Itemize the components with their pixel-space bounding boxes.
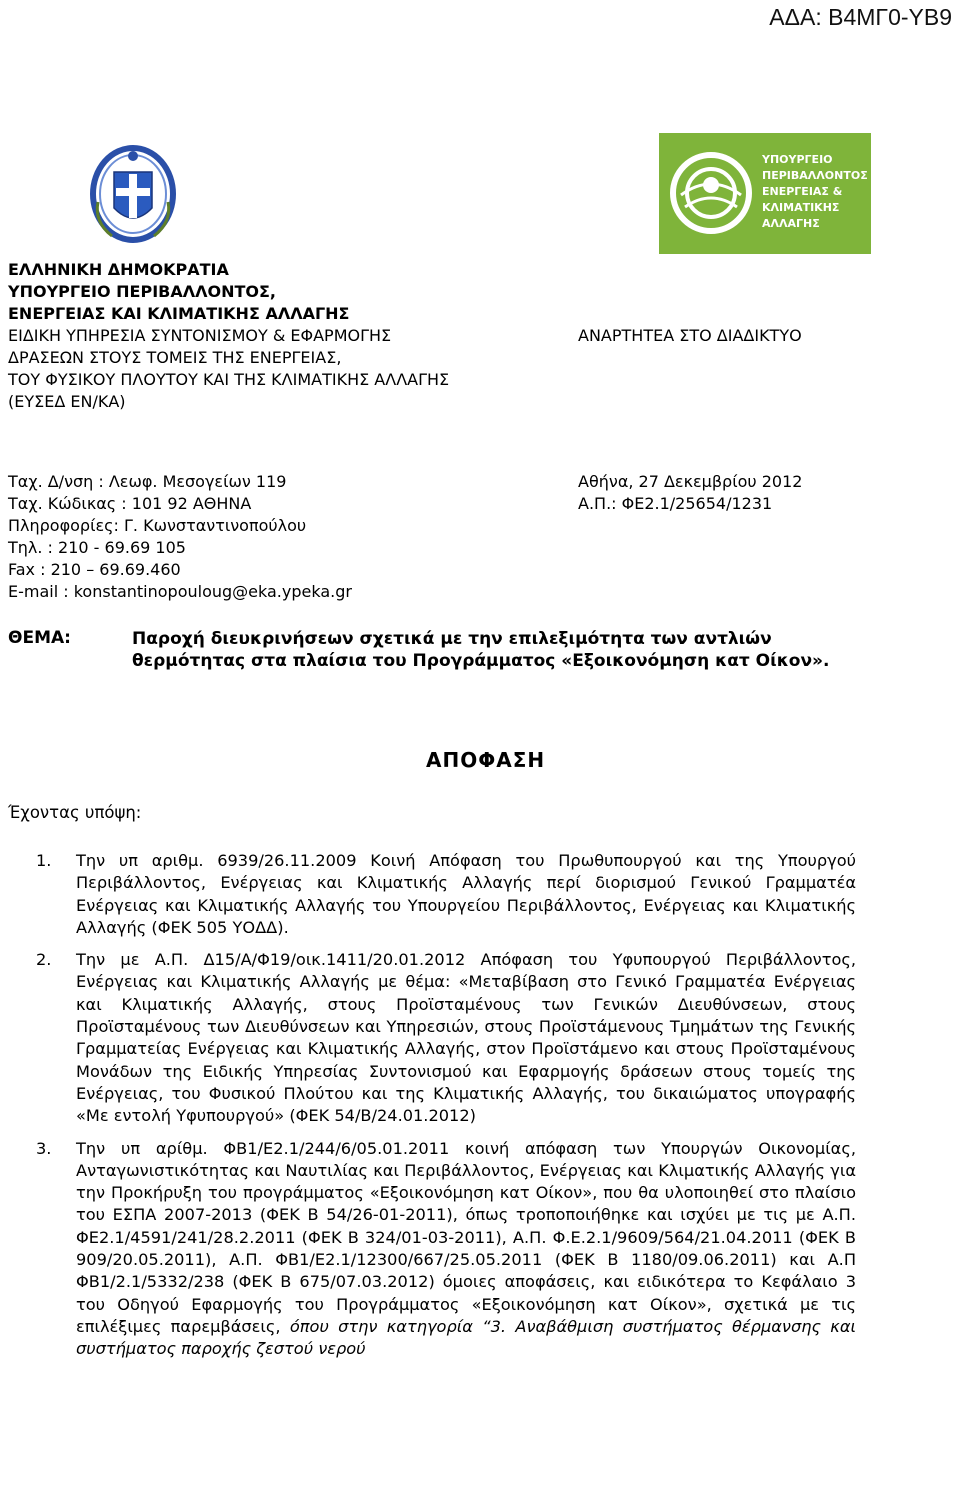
greek-emblem-icon bbox=[90, 142, 176, 244]
subject-label: ΘΕΜΑ: bbox=[8, 628, 71, 648]
issuer-line: (ΕΥΣΕΔ ΕΝ/ΚΑ) bbox=[8, 392, 126, 411]
contact-postal: Ταχ. Κώδικας : 101 92 ΑΘΗΝΑ bbox=[8, 494, 252, 513]
item-text: Την με Α.Π. Δ15/Α/Φ19/οικ.1411/20.01.2012 Απόφαση του Υφυπουργού Περιβάλλοντος, Ενέργειας και Κλιματικής Αλλαγής με θέμα: «Μεταβίβαση στο Γενικό Γραμματέα Ενέργειας και Κλιματικής Αλλαγής, στους Προϊσταμένους των Γενικών Διευθύνσεων, στους Προϊσταμένους των Διευθύνσεων και Υπηρεσιών, στους Προϊστάμενους Τμημάτων της Γενικής Γραμματείας Ενέργειας και Κλιματικής Αλλαγής, στον Προϊστάμενο και στους Προϊσταμένους Μονάδων της Ειδικής Υπηρεσίας Συντονισμού και Εφαρμογής δράσεων στους τομείς της Ενέργειας, του Φυσικού Πλούτου και της Κλιματικής Αλλαγής, του δικαιώματος υπογραφής «Με εντολή Υφυπουργού» (ΦΕΚ 54/Β/24.01.2012) bbox=[76, 950, 856, 1126]
issuer-line: ΥΠΟΥΡΓΕΙΟ ΠΕΡΙΒΑΛΛΟΝΤΟΣ, bbox=[8, 282, 276, 301]
considerations-list bbox=[36, 850, 856, 1371]
list-item bbox=[36, 949, 856, 1127]
item-number: 3. bbox=[36, 1138, 52, 1158]
contact-email: E-mail : konstantinopouloug@eka.ypeka.gr bbox=[8, 582, 352, 601]
contact-fax: Fax : 210 – 69.69.460 bbox=[8, 560, 181, 579]
issuer-line: ΤΟΥ ΦΥΣΙΚΟΥ ΠΛΟΥΤΟΥ ΚΑΙ ΤΗΣ ΚΛΙΜΑΤΙΚΗΣ ΑΛΛΑΓΗΣ bbox=[8, 370, 450, 389]
decision-title: ΑΠΟΦΑΣΗ bbox=[426, 748, 546, 772]
item-number: 1. bbox=[36, 851, 52, 870]
posting-note: ΑΝΑΡΤΗΤΕΑ ΣΤΟ ΔΙΑΔΙΚΤΥΟ bbox=[578, 326, 802, 345]
contact-address: Ταχ. Δ/νση : Λεωφ. Μεσογείων 119 bbox=[8, 472, 287, 491]
svg-text:ΕΝΕΡΓΕΙΑΣ &: ΕΝΕΡΓΕΙΑΣ & bbox=[762, 185, 843, 198]
svg-text:ΥΠΟΥΡΓΕΙΟ: ΥΠΟΥΡΓΕΙΟ bbox=[762, 153, 833, 166]
list-item bbox=[36, 850, 856, 939]
item-number: 2. bbox=[36, 950, 52, 970]
svg-text:ΑΛΛΑΓΗΣ: ΑΛΛΑΓΗΣ bbox=[762, 217, 820, 230]
issuer-block bbox=[8, 259, 449, 413]
considering-heading: Έχοντας υπόψη: bbox=[8, 803, 142, 822]
item-text: Την υπ αριθμ. 6939/26.11.2009 Κοινή Απόφαση του Πρωθυπουργού και της Υπουργού Περιβάλλοντος, Ενέργειας και Κλιματικής Αλλαγής περί διορισμού Γενικού Γραμματέα Ενέργειας και Κλιματικής Αλλαγής του Υπουργείου Περιβάλλοντος, Ενέργειας και Κλιματικής Αλλαγής (ΦΕΚ 505 ΥΟΔΔ). bbox=[76, 851, 856, 937]
document-date: Αθήνα, 27 Δεκεμβρίου 2012 bbox=[578, 472, 803, 491]
contact-phone: Τηλ. : 210 - 69.69 105 bbox=[8, 538, 186, 557]
ada-code: ΑΔΑ: Β4ΜΓ0-ΥΒ9 bbox=[769, 4, 952, 30]
subject-text: Παροχή διευκρινήσεων σχετικά με την επιλεξιμότητα των αντλιών θερμότητας στα πλαίσια του Προγράμματος «Εξοικονόμηση κατ Οίκον». bbox=[132, 629, 830, 671]
contact-info: Πληροφορίες: Γ. Κωνσταντινοπούλου bbox=[8, 516, 307, 535]
issuer-line: ΕΝΕΡΓΕΙΑΣ ΚΑΙ ΚΛΙΜΑΤΙΚΗΣ ΑΛΛΑΓΗΣ bbox=[8, 304, 350, 323]
issuer-line: ΔΡΑΣΕΩΝ ΣΤΟΥΣ ΤΟΜΕΙΣ ΤΗΣ ΕΝΕΡΓΕΙΑΣ, bbox=[8, 348, 342, 367]
protocol-number: Α.Π.: ΦΕ2.1/25654/1231 bbox=[578, 494, 773, 513]
svg-text:ΚΛΙΜΑΤΙΚΗΣ: ΚΛΙΜΑΤΙΚΗΣ bbox=[762, 201, 840, 214]
issuer-line: ΕΙΔΙΚΗ ΥΠΗΡΕΣΙΑ ΣΥΝΤΟΝΙΣΜΟΥ & ΕΦΑΡΜΟΓΗΣ bbox=[8, 326, 392, 345]
list-item bbox=[36, 1138, 856, 1361]
issuer-line: ΕΛΛΗΝΙΚΗ ΔΗΜΟΚΡΑΤΙΑ bbox=[8, 260, 229, 279]
item-text: Την υπ αρίθμ. ΦΒ1/Ε2.1/244/6/05.01.2011 κοινή απόφαση των Υπουργών Οικονομίας, Ανταγωνιστικότητας και Ναυτιλίας και Περιβάλλοντος, Ενέργειας και Κλιματικής Αλλαγής για την Προκήρυξη του προγράμματος «Εξοικονόμηση κατ Οίκον», που θα υλοποιηθεί στο πλαίσιο του ΕΣΠΑ 2007-2013 (ΦΕΚ Β 54/26-01-2011), όπως τροποποιήθηκε και ισχύει με τις με Α.Π. ΦΕ2.1/4591/241/28.2.2011 (ΦΕΚ Β 324/01-03-2011), Α.Π. Φ.Ε.2.1/9609/564/21.04.2011 (ΦΕΚ Β 909/20.05.2011), Α.Π. ΦΒ1/Ε2.1/12300/667/25.05.2011 (ΦΕΚ Β 1180/09.06.2011) και Α.Π ΦΒ1/2.1/5332/238 (ΦΕΚ Β 675/07.03.2012) όμοιες αποφάσεις, και ειδικότερα το Κεφάλαιο 3 του Οδηγού Εφαρμογής του Προγράμματος «Εξοικονόμηση κατ Οίκον», σχετικά με τις επιλέξιμες παρεμβάσεις, bbox=[76, 1138, 856, 1336]
item-text-italic: όπου στην κατηγορία “3. Αναβάθμιση συστήματος θέρμανσης και συστήματος παροχής ζεστού νερού bbox=[76, 1316, 856, 1359]
item-text-wrapper bbox=[76, 1138, 856, 1361]
ministry-logo bbox=[659, 133, 871, 254]
svg-text:ΠΕΡΙΒΑΛΛΟΝΤΟΣ: ΠΕΡΙΒΑΛΛΟΝΤΟΣ bbox=[762, 169, 868, 182]
